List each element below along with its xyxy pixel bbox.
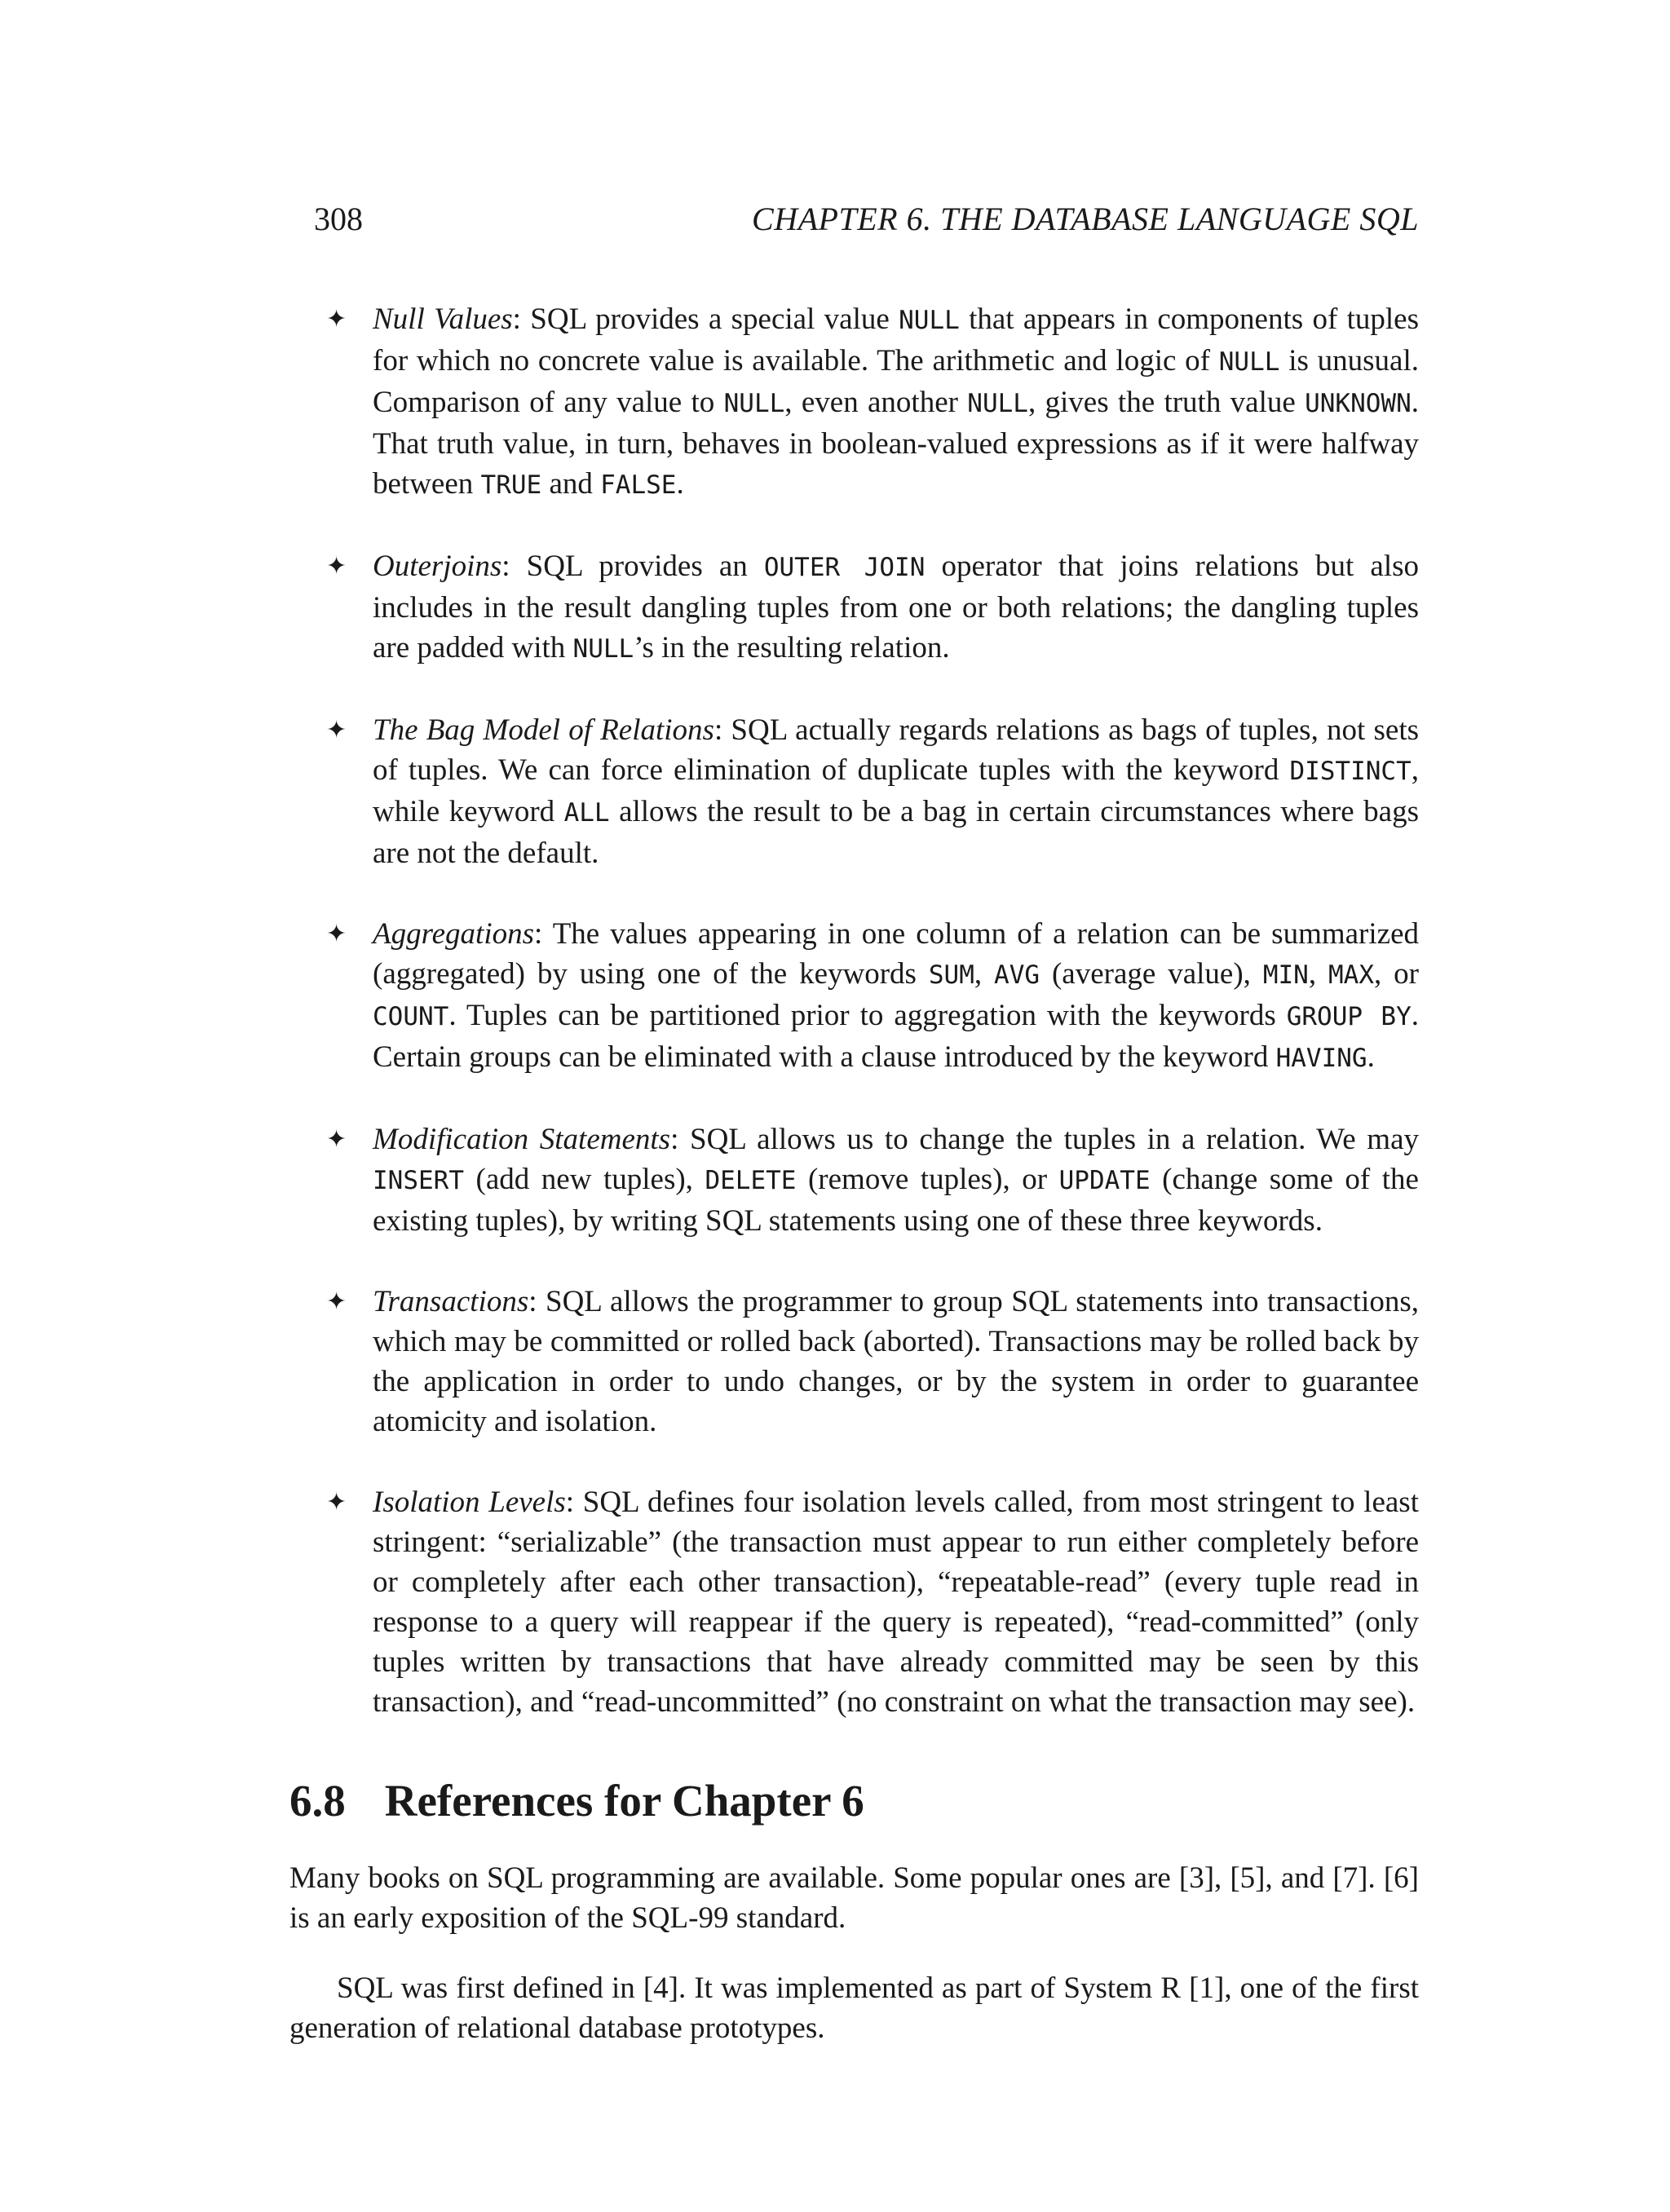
bullet-text: (average value), — [1040, 957, 1263, 991]
sql-keyword: AVG — [994, 960, 1040, 990]
bullet-text: : SQL actually regards relations as bags of tuples, not sets of tuples. We can force elimination of duplicate tuples with the keyword — [373, 713, 1419, 787]
bullet-text: . That truth value, in turn, behaves in boolean-valued expressions as if it were halfway between — [373, 386, 1419, 501]
bullet-text: , — [1308, 957, 1329, 991]
section-number: 6.8 — [289, 1776, 346, 1826]
bullet-text: . Tuples can be partitioned prior to aggregation with the keywords — [448, 999, 1287, 1032]
section-title: References for Chapter 6 — [384, 1776, 864, 1826]
bullet-text: is unusual. Comparison of any value to — [373, 344, 1419, 419]
bullet-text: allows the result to be a bag in certain circumstances where bags are not the default. — [373, 795, 1419, 870]
bullet-text: , even another — [784, 386, 968, 419]
bullet-text: that appears in components of tuples for which no concrete value is available. The arithmetic and logic of — [373, 302, 1419, 377]
sql-keyword: GROUP BY — [1286, 1002, 1412, 1031]
bullet-text: : The values appearing in one column of a relation can be summarized (aggregated) by using one of the keywords — [373, 917, 1419, 991]
bullet-term: Null Values — [373, 302, 513, 336]
bullet-term: Outerjoins — [373, 550, 502, 583]
book-page — [289, 200, 1419, 2078]
summary-bullet-item — [289, 546, 1419, 669]
sql-keyword: MIN — [1262, 960, 1309, 990]
bullet-text: . — [676, 467, 684, 501]
bullet-text: (add new tuples), — [463, 1163, 705, 1196]
sql-keyword: ALL — [563, 798, 610, 828]
bullet-icon: ✦ — [326, 717, 347, 744]
bullet-text: . Certain groups can be eliminated with a clause introduced by the keyword — [373, 999, 1419, 1074]
page-number: 308 — [314, 201, 363, 237]
sql-keyword: OUTER JOIN — [763, 553, 926, 582]
bullet-term: Aggregations — [373, 917, 535, 951]
bullet-text: operator that joins relations but also includes in the result dangling tuples from one or both relations; the dangling tuples are padded with — [373, 550, 1419, 664]
bullet-icon: ✦ — [326, 306, 347, 333]
bullet-icon: ✦ — [326, 1489, 347, 1516]
bullet-text: (remove tuples), or — [796, 1163, 1059, 1196]
bullet-icon: ✦ — [326, 553, 347, 580]
chapter-title: CHAPTER 6. THE DATABASE LANGUAGE SQL — [752, 201, 1419, 237]
bullet-text: , while keyword — [373, 753, 1419, 828]
sql-keyword: HAVING — [1275, 1044, 1367, 1073]
summary-bullet-item — [289, 1282, 1419, 1442]
summary-bullet-item — [289, 914, 1419, 1079]
bullet-text: , or — [1374, 957, 1420, 991]
bullet-term: Transactions — [373, 1285, 529, 1318]
sql-keyword: UPDATE — [1058, 1166, 1151, 1195]
sql-keyword: COUNT — [373, 1002, 449, 1031]
bullet-text: , gives the truth value — [1027, 386, 1306, 419]
sql-keyword: NULL — [572, 634, 634, 664]
summary-bullet-item — [289, 299, 1419, 506]
sql-keyword: NULL — [899, 306, 960, 335]
bullet-text: ’s in the resulting relation. — [634, 631, 950, 664]
bullet-term: The Bag Model of Relations — [373, 713, 714, 747]
references-paragraph: SQL was first defined in [4]. It was implemented as part of System R [1], one of the first generation of relational database prototypes. — [289, 1971, 1419, 2045]
summary-bullet-item — [289, 1482, 1419, 1722]
sql-keyword: INSERT — [373, 1166, 464, 1195]
summary-bullet-item — [289, 1119, 1419, 1241]
sql-keyword: UNKNOWN — [1305, 389, 1412, 418]
bullet-text: : SQL defines four isolation levels called, from most stringent to least stringent: “serializable” (the transaction must appear to run either completely before or completely after each other transaction), “repeatable-read” (every tuple read in response to a query will reappear if the query is repeated), “read-committed” (only tuples written by transactions that have already committed may be seen by this transaction), and “read-uncommitted” (no constraint on what the transaction may see). — [373, 1486, 1419, 1719]
references-paragraph: Many books on SQL programming are available. Some popular ones are [3], [5], and [7]. [6] is an early exposition of the SQL-99 standard. — [289, 1861, 1419, 1935]
sql-keyword: FALSE — [600, 470, 677, 500]
bullet-term: Isolation Levels — [373, 1486, 566, 1519]
bullet-icon: ✦ — [326, 921, 347, 947]
bullet-text: : SQL allows the programmer to group SQL statements into transactions, which may be committed or rolled back (aborted). Transactions may be rolled back by the application in order to undo changes, or by the system in order to guarantee atomicity and isolation. — [373, 1285, 1419, 1438]
bullet-text: : SQL provides a special value — [512, 302, 899, 336]
running-head — [289, 200, 1419, 249]
sql-keyword: SUM — [928, 960, 974, 990]
summary-bullet-item — [289, 710, 1419, 873]
sql-keyword: TRUE — [480, 470, 542, 500]
section-heading — [289, 1773, 1419, 1830]
bullet-text: . — [1367, 1040, 1375, 1074]
bullet-text: : SQL provides an — [501, 550, 764, 583]
sql-keyword: NULL — [1218, 347, 1280, 377]
sql-keyword: DISTINCT — [1289, 757, 1412, 786]
bullet-text: : SQL allows us to change the tuples in a relation. We may — [670, 1123, 1420, 1156]
sql-keyword: NULL — [723, 389, 785, 418]
bullet-term: Modification Statements — [373, 1123, 671, 1156]
bullet-icon: ✦ — [326, 1126, 347, 1153]
sql-keyword: NULL — [967, 389, 1028, 418]
bullet-text: , — [974, 957, 995, 991]
bullet-text: (change some of the existing tuples), by writing SQL statements using one of these three keywords. — [373, 1163, 1419, 1238]
sql-keyword: DELETE — [705, 1166, 797, 1195]
summary-bullet-list — [289, 299, 1419, 1722]
sql-keyword: MAX — [1328, 960, 1375, 990]
bullet-icon: ✦ — [326, 1288, 347, 1315]
bullet-text: and — [541, 467, 601, 501]
